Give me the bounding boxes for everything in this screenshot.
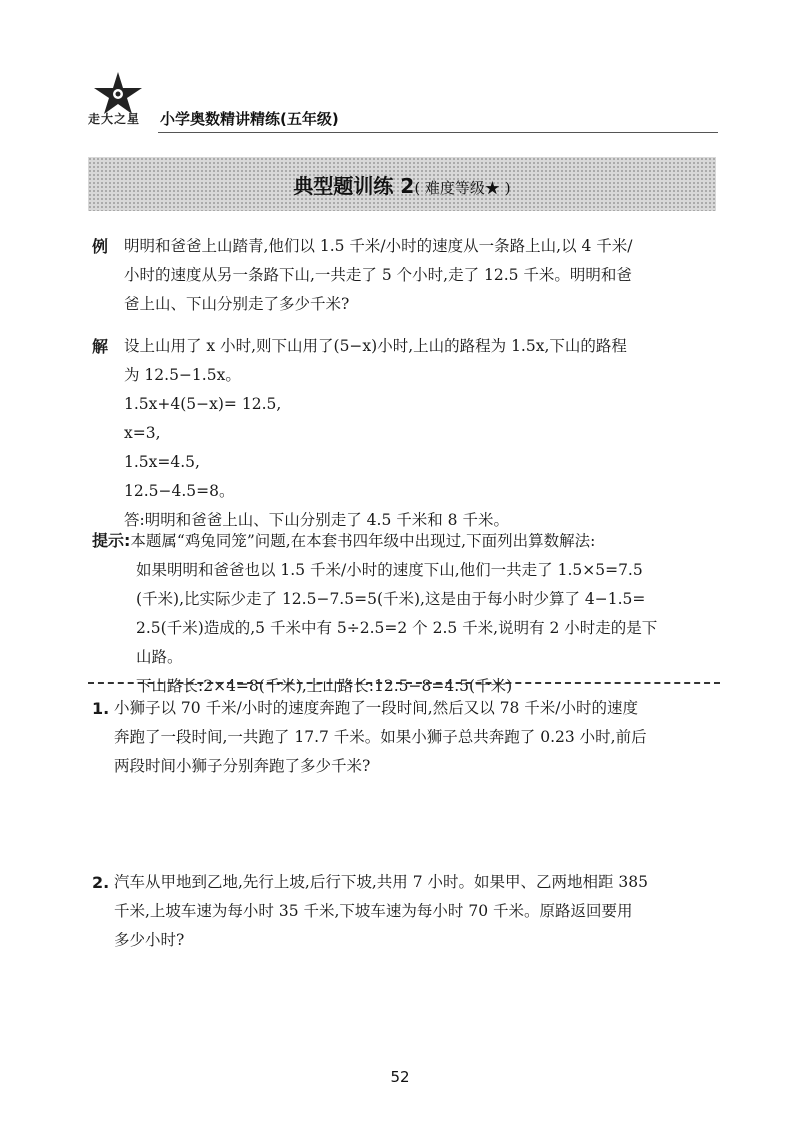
solution-answer: 答:明明和爸爸上山、下山分别走了 4.5 千米和 8 千米。 — [124, 511, 509, 529]
hint-intro: 本题属“鸡兔同笼”问题,在本套书四年级中出现过,下面列出算数解法: — [130, 532, 596, 550]
question-line: 小狮子以 70 千米/小时的速度奔跑了一段时间,然后又以 78 千米/小时的速度 — [114, 699, 639, 717]
book-title: 小学奥数精讲精练(五年级) — [160, 110, 339, 128]
hint-line: (千米),比实际少走了 12.5−7.5=5(千米),这是由于每小时少算了 4−1.5= — [136, 590, 646, 608]
question-2 — [92, 868, 722, 955]
question-number: 1. — [92, 699, 110, 718]
hint-label: 提示: — [92, 531, 131, 550]
solution-block — [92, 332, 722, 535]
solution-line: 为 12.5−1.5x。 — [124, 366, 241, 384]
example-line: 明明和爸爸上山踏青,他们以 1.5 千米/小时的速度从一条路上山,以 4 千米/ — [124, 237, 633, 255]
page-header — [88, 70, 718, 136]
section-difficulty: ( 难度等级★ ) — [414, 178, 511, 197]
example-label: 例 — [92, 237, 109, 256]
question-line: 奔跑了一段时间,一共跑了 17.7 千米。如果小狮子总共奔跑了 0.23 小时,前后 — [114, 728, 647, 746]
question-line: 汽车从甲地到乙地,先行上坡,后行下坡,共用 7 小时。如果甲、乙两地相距 385 — [114, 873, 649, 891]
hint-line: 如果明明和爸爸也以 1.5 千米/小时的速度下山,他们一共走了 1.5×5=7.5 — [136, 561, 643, 579]
solution-equation: 12.5−4.5=8。 — [124, 482, 235, 500]
hint-block — [92, 526, 722, 701]
question-1 — [92, 694, 722, 781]
hint-line: 山路。 — [136, 648, 183, 666]
section-title-text: 典型题训练 2 — [293, 173, 415, 198]
solution-equation: 1.5x=4.5, — [124, 453, 200, 471]
example-line: 爸上山、下山分别走了多少千米? — [124, 295, 350, 313]
solution-equation: 1.5x+4(5−x)= 12.5, — [124, 395, 282, 413]
solution-line: 设上山用了 x 小时,则下山用了(5−x)小时,上山的路程为 1.5x,下山的路程 — [124, 337, 627, 355]
hint-line: 下山路长:2×4=8(千米),上山路长:12.5−8=4.5(千米) — [136, 677, 513, 695]
question-line: 多少小时? — [114, 931, 185, 949]
dashed-divider — [88, 682, 720, 684]
logo-text: 走大之星 — [88, 112, 141, 126]
example-block — [92, 232, 722, 319]
question-line: 两段时间小狮子分别奔跑了多少千米? — [114, 757, 371, 775]
page-number: 52 — [390, 1068, 410, 1086]
question-number: 2. — [92, 873, 110, 892]
header-rule — [158, 132, 718, 133]
section-title — [293, 170, 510, 199]
example-line: 小时的速度从另一条路下山,一共走了 5 个小时,走了 12.5 千米。明明和爸 — [124, 266, 632, 284]
question-line: 千米,上坡车速为每小时 35 千米,下坡车速为每小时 70 千米。原路返回要用 — [114, 902, 633, 920]
solution-equation: x=3, — [124, 424, 161, 442]
hint-line: 2.5(千米)造成的,5 千米中有 5÷2.5=2 个 2.5 千米,说明有 2 小时走的是下 — [136, 619, 658, 637]
solution-label: 解 — [92, 337, 109, 356]
section-title-band — [88, 157, 716, 211]
